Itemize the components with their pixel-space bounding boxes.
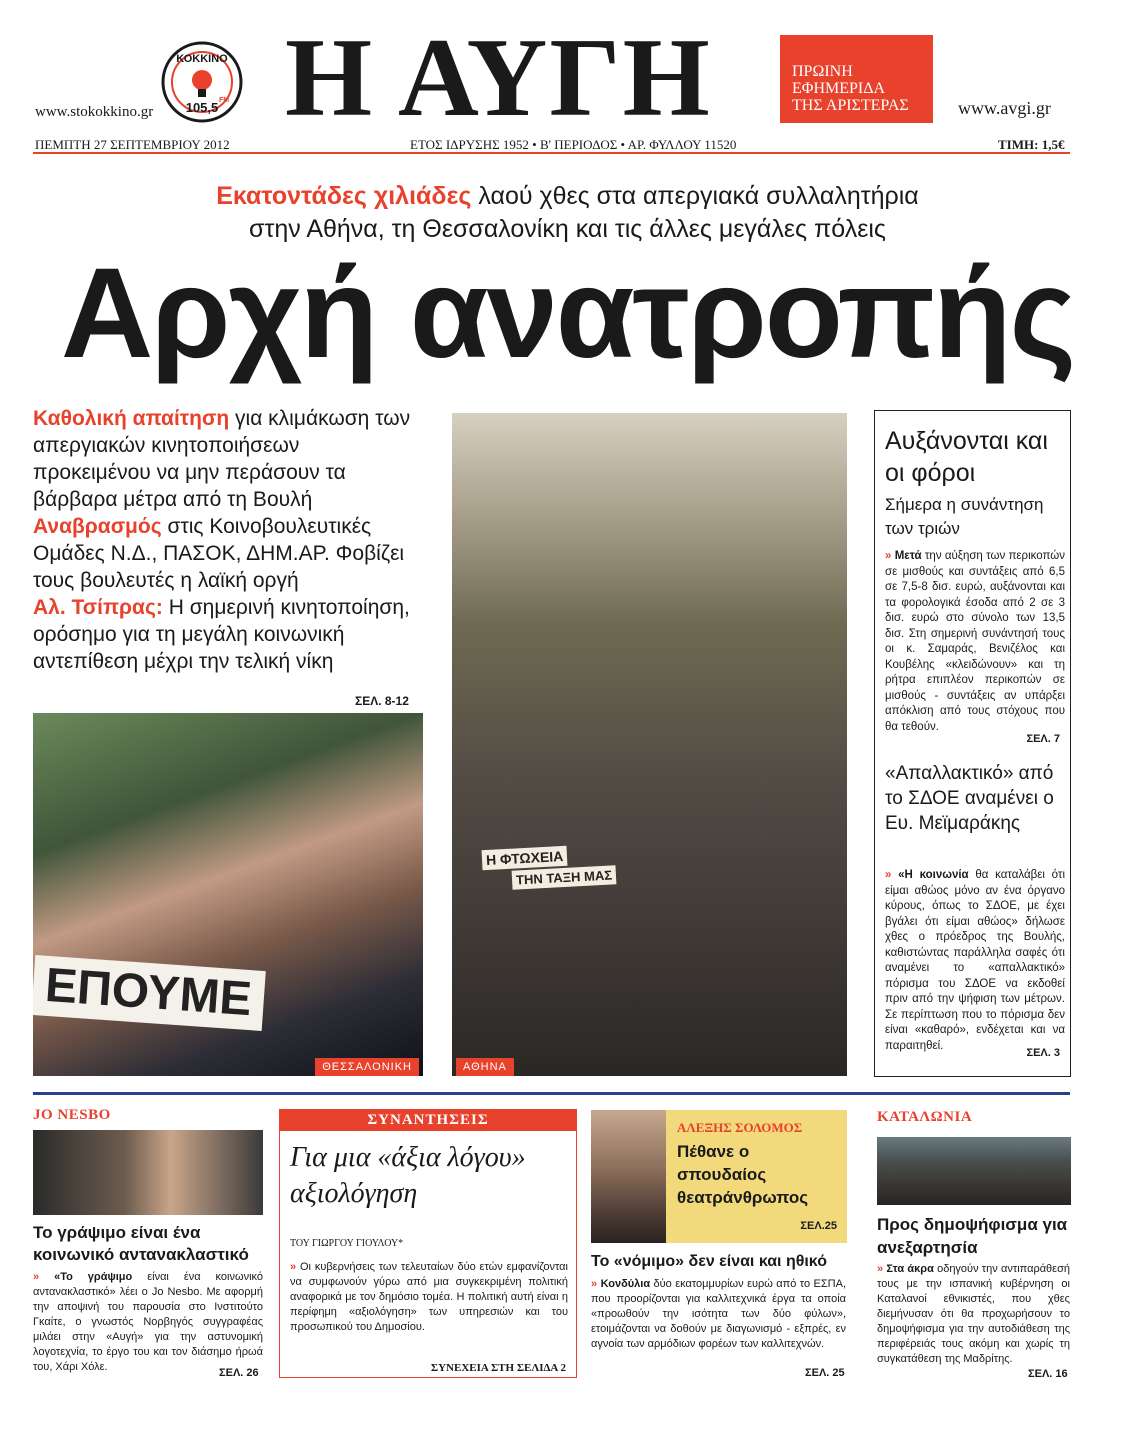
arrow-icon: »: [885, 869, 899, 881]
obituary-box[interactable]: [591, 1110, 847, 1243]
taxes-body: [885, 549, 1065, 735]
lead-point-3-text: Η σημερινή κινητοποίηση, ορόσημο για τη μεγάλη κοινωνική αντεπίθεση μέχρι την τελική νίκη: [33, 596, 410, 673]
photo-tag-thessaloniki: ΘΕΣΣΑΛΟΝΙΚΗ: [315, 1058, 419, 1076]
avgi-url[interactable]: www.avgi.gr: [958, 98, 1051, 118]
espa-text: δύο εκατομμυρίων ευρώ από το ΕΣΠΑ, που προορίζονται για καλλιτεχνικά έργα τα οποία «προωθούν την ισότητα των δύο φύλων», ετοιμάζονται να δοθούν με διαγωνισμό - εξπρές, εν αγνοία των αρμόδιων φορέων των καλλιτεχνών.: [591, 1278, 846, 1350]
nesbo-page-ref[interactable]: ΣΕΛ. 26: [219, 1367, 259, 1379]
kicker-bold: Εκατοντάδες χιλιάδες: [216, 182, 472, 210]
espa-page-ref[interactable]: ΣΕΛ. 25: [805, 1367, 845, 1379]
tagline-box: [780, 35, 933, 123]
nesbo-lead-word: «Το γράψιμο: [54, 1271, 133, 1283]
taxes-lead-word: Μετά: [894, 550, 922, 562]
nesbo-portrait[interactable]: [33, 1130, 263, 1215]
athens-protest-photo[interactable]: [452, 413, 847, 1076]
catalonia-body: [877, 1262, 1070, 1367]
lead-point-2-bold: Αναβρασμός: [33, 515, 162, 538]
opinion-headline[interactable]: Για μια «άξια λόγου» αξιολόγηση: [290, 1142, 526, 1209]
opinion-section-label: ΣΥΝΑΝΤΗΣΕΙΣ: [280, 1110, 576, 1131]
nesbo-headline[interactable]: Το γράψιμο είναι ένα κοινωνικό αντανακλαστικό: [33, 1223, 249, 1264]
catalonia-text: οδηγούν την αντιπαράθεσή τους με την ισπανική κυβέρνηση οι Καταλανοί εθνικιστές, που χθες διεμήνυσαν ότι θα προχωρήσουν το δημοψήφισμα για την αυτοδιάθεση της περιφέρειάς τους ακόμη και χωρίς τη συγκατάθεση της Μαδρίτης.: [877, 1263, 1070, 1365]
solomos-headline: Πέθανε ο σπουδαίος θεατράνθρωπος: [677, 1142, 809, 1207]
nesbo-text: είναι ένα κοινωνικό αντανακλαστικό» λέει ο Jo Nesbo. Με αφορμή την αποψινή του παρουσία στο Ινστιτούτο Γκαίτε, ο γνωστός Νορβηγός συγγραφέας μιλάει στην «Αυγή» για την αστυνομική λογοτεχνία, το έργο του και τον διάσημο ήρωά του, Χάρι Χόλε.: [33, 1271, 263, 1373]
catalonia-section-label: ΚΑΤΑΛΩΝΙΑ: [877, 1109, 973, 1125]
athens-banner-2: ΤΗΝ ΤΑΞΗ ΜΑΣ: [512, 865, 617, 889]
sdoe-page-ref[interactable]: ΣΕΛ. 3: [1026, 1047, 1060, 1059]
arrow-icon: »: [33, 1271, 55, 1283]
masthead-divider: [33, 152, 1070, 154]
nesbo-section-label: JO NESBO: [33, 1107, 111, 1123]
issue-date: ΠΕΜΠΤΗ 27 ΣΕΠΤΕΜΒΡΙΟΥ 2012: [35, 137, 230, 152]
taxes-text: την αύξηση των περικοπών σε μισθούς και συντάξεις από 6,5 σε 7,5-8 δισ. ευρώ, αυξάνονται και τα φορολογικά έσοδα από 2 σε 3 δισ. ευρώ στο σύνολο των 13,5 δισ. Στη σημερινή συνάντησή τους οι κ. Σαμαράς, Βενιζέλος και Κουβέλης «κλειδώνουν» και τη ρήτρα επιπλέον περικοπών σε μισθούς - συντάξεις αν υπάρξει απόκλιση από τους στόχους που θα τεθούν.: [885, 550, 1066, 733]
athens-banner-1: Η ΦΤΩΧΕΙΑ: [482, 846, 568, 870]
espa-lead-word: Κονδύλια: [600, 1278, 651, 1290]
sidebar-box: [874, 410, 1071, 1077]
lead-point-3-bold: Αλ. Τσίπρας:: [33, 596, 163, 619]
protest-banner: ΕΠΟΥΜΕ: [33, 955, 266, 1031]
taxes-page-ref[interactable]: ΣΕΛ. 7: [1026, 733, 1060, 745]
arrow-icon: »: [885, 550, 895, 562]
sdoe-headline[interactable]: «Απαλλακτικό» από το ΣΔΟΕ αναμένει ο Ευ. Μεϊμαράκης: [885, 763, 1054, 834]
solomos-name: ΑΛΕΞΗΣ ΣΟΛΟΜΟΣ: [677, 1120, 803, 1135]
logo-name: ΚΟΚΚΙΝΟ: [176, 53, 228, 65]
kokkino-radio-logo: [160, 40, 244, 124]
catalonia-page-ref[interactable]: ΣΕΛ. 16: [1028, 1368, 1068, 1380]
main-headline[interactable]: Αρχή ανατροπής: [60, 242, 1075, 385]
opinion-text: Οι κυβερνήσεις των τελευταίων δύο ετών εμφανίζονται να συμφωνούν γύρω από μια συγκεκριμένη πολιτική αναφορικά με τον δημόσιο τομέα. Η πολιτική αυτή είναι η περίφημη «αξιολόγηση» των υπηρεσιών και του προσωπικού του Δημοσίου.: [290, 1261, 568, 1333]
lead-point-1-text: για κλιμάκωση των απεργιακών κινητοποιήσεων προκειμένου να μην περάσουν τα βάρβαρα μέτρα από τη Βουλή: [33, 407, 411, 511]
kicker-line-2: στην Αθήνα, τη Θεσσαλονίκη και τις άλλες μεγάλες πόλεις: [249, 215, 886, 243]
headline-kicker: [0, 180, 1135, 246]
lead-page-ref[interactable]: ΣΕΛ. 8-12: [355, 694, 409, 708]
solomos-portrait: [591, 1110, 666, 1243]
sdoe-lead-word: «Η κοινωνία: [898, 869, 969, 881]
tagline-line-3: ΤΗΣ ΑΡΙΣΤΕΡΑΣ: [792, 97, 909, 114]
taxes-headline[interactable]: Αυξάνονται και οι φόροι: [885, 427, 1048, 487]
photo-tag-athens: ΑΘΗΝΑ: [456, 1058, 514, 1076]
opinion-box: [279, 1109, 577, 1378]
espa-body: [591, 1277, 846, 1352]
kicker-rest: λαού χθες στα απεργιακά συλλαλητήρια: [471, 182, 919, 210]
lead-point-1-bold: Καθολική απαίτηση: [33, 407, 230, 430]
issue-number: ΕΤΟΣ ΙΔΡΥΣΗΣ 1952 • Β' ΠΕΡΙΟΔΟΣ • ΑΡ. ΦΥΛΛΟΥ 11520: [410, 137, 737, 152]
stokokkino-url[interactable]: www.stokokkino.gr: [35, 104, 154, 120]
tagline-line-1: ΠΡΩΙΝΗ: [792, 63, 853, 80]
catalonia-photo[interactable]: [877, 1137, 1071, 1205]
sdoe-text: θα καταλάβει ότι είμαι αθώος μόνο αν ένα όργανο κύρους, όπως το ΣΔΟΕ, με έχει βγάλει ότι είμαι αθώος» δήλωσε χθες ο πρόεδρος της Βουλής, καθιστώντας παράλληλα σαφές ότι αναμένει το «απαλλακτικό» πόρισμα του ΣΔΟΕ να εκδοθεί πριν από την ψήφιση των μέτρων. Σε περίπτωση που το πόρισμα δεν είναι «καθαρό», ενδέχεται και να παραιτηθεί.: [885, 869, 1065, 1052]
sdoe-body: [885, 868, 1065, 1054]
newspaper-title: Η ΑΥΓΗ: [285, 16, 712, 140]
espa-headline[interactable]: Το «νόμιμο» δεν είναι και ηθικό: [591, 1253, 827, 1270]
thessaloniki-protest-photo[interactable]: [33, 713, 423, 1076]
solomos-box-ref[interactable]: ΣΕΛ.25: [800, 1220, 837, 1232]
lead-story-summary[interactable]: [33, 405, 413, 675]
logo-frequency: 105,5: [185, 100, 219, 115]
opinion-byline: ΤΟΥ ΓΙΩΡΓΟΥ ΓΙΟΥΛΟΥ*: [290, 1238, 404, 1249]
catalonia-lead-word: Στα άκρα: [886, 1263, 934, 1275]
nesbo-body: [33, 1270, 263, 1375]
section-divider: [33, 1092, 1070, 1095]
arrow-icon: »: [290, 1261, 300, 1273]
taxes-subheadline: Σήμερα η συνάντηση των τριών: [885, 495, 1044, 538]
arrow-icon: »: [877, 1263, 887, 1275]
lead-point-2-text: στις Κοινοβουλευτικές Ομάδες Ν.Δ., ΠΑΣΟΚ, ΔΗΜ.ΑΡ. Φοβίζει τους βουλευτές η λαϊκή οργή: [33, 515, 405, 592]
opinion-continued[interactable]: ΣΥΝΕΧΕΙΑ ΣΤΗ ΣΕΛΙΔΑ 2: [430, 1362, 566, 1374]
opinion-body: [290, 1260, 568, 1335]
logo-fm: FM: [218, 97, 230, 104]
issue-price: ΤΙΜΗ: 1,5€: [998, 137, 1065, 152]
arrow-icon: »: [591, 1278, 601, 1290]
catalonia-headline[interactable]: Προς δημοψήφισμα για ανεξαρτησία: [877, 1215, 1068, 1257]
tagline-line-2: ΕΦΗΜΕΡΙΔΑ: [792, 80, 886, 97]
